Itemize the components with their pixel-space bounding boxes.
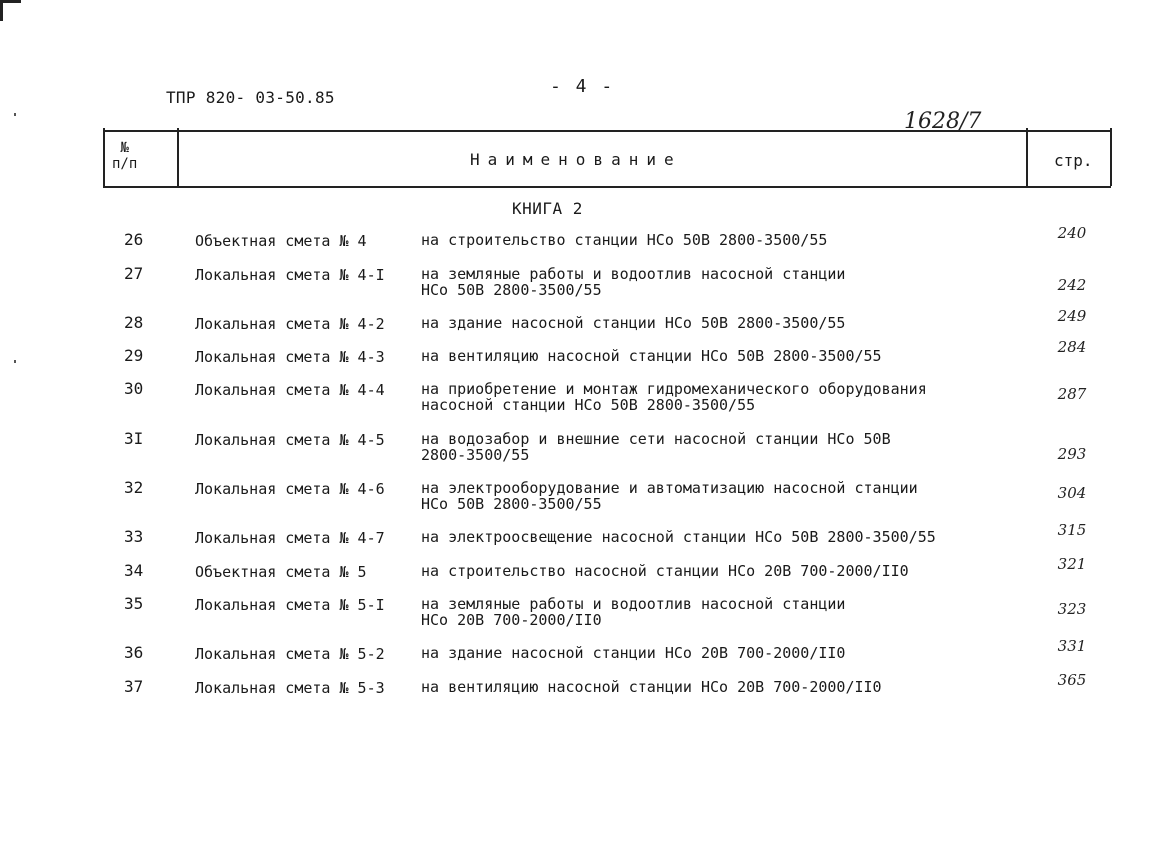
estimate-description: на электрооборудование и автоматизацию насосной станции НСо 50В 2800-3500/55 bbox=[421, 479, 918, 513]
estimate-type: Объектная смета № 4 bbox=[195, 232, 367, 250]
header-divider bbox=[177, 128, 179, 186]
row-number: 28 bbox=[124, 313, 144, 332]
column-header-name: Наименование bbox=[470, 150, 682, 169]
row-number: 30 bbox=[124, 379, 144, 398]
estimate-description: на вентиляцию насосной станции НСо 20В 700-2000/II0 bbox=[421, 678, 882, 696]
estimate-type: Локальная смета № 4-I bbox=[195, 266, 385, 284]
estimate-description: на водозабор и внешние сети насосной станции НСо 50В 2800-3500/55 bbox=[421, 430, 891, 464]
list-item bbox=[0, 478, 1170, 518]
estimate-type: Локальная смета № 4-6 bbox=[195, 480, 385, 498]
page-reference: 323 bbox=[1057, 600, 1087, 618]
row-number: 26 bbox=[124, 230, 144, 249]
list-item bbox=[0, 379, 1170, 419]
estimate-description: на строительство насосной станции НСо 20В 700-2000/II0 bbox=[421, 562, 909, 580]
page-reference: 240 bbox=[1057, 224, 1087, 242]
estimate-type: Объектная смета № 5 bbox=[195, 563, 367, 581]
estimate-type: Локальная смета № 5-3 bbox=[195, 679, 385, 697]
header-divider bbox=[1026, 128, 1028, 186]
estimate-description: на здание насосной станции НСо 50В 2800-3500/55 bbox=[421, 314, 846, 332]
row-number: 3I bbox=[124, 429, 144, 448]
estimate-type: Локальная смета № 4-2 bbox=[195, 315, 385, 333]
list-item bbox=[0, 671, 1170, 717]
page-reference: 242 bbox=[1057, 276, 1087, 294]
list-item bbox=[0, 594, 1170, 634]
column-header-number bbox=[112, 140, 137, 172]
row-number: 35 bbox=[124, 594, 144, 613]
estimate-type: Локальная смета № 4-3 bbox=[195, 348, 385, 366]
scan-speck bbox=[14, 113, 16, 116]
column-header-number-sign: № bbox=[120, 140, 129, 156]
section-title: КНИГА 2 bbox=[512, 199, 583, 218]
row-number: 33 bbox=[124, 527, 144, 546]
column-header-number-label: п/п bbox=[112, 156, 138, 172]
list-item bbox=[0, 429, 1170, 469]
page-reference: 321 bbox=[1057, 555, 1087, 573]
row-number: 29 bbox=[124, 346, 144, 365]
page-reference: 284 bbox=[1057, 338, 1087, 356]
row-number: 27 bbox=[124, 264, 144, 283]
header-divider bbox=[1110, 128, 1112, 186]
estimate-description: на электроосвещение насосной станции НСо 50В 2800-3500/55 bbox=[421, 528, 936, 546]
row-number: 32 bbox=[124, 478, 144, 497]
header-divider bbox=[103, 128, 105, 186]
list-item bbox=[0, 264, 1170, 304]
page-reference: 293 bbox=[1057, 445, 1087, 463]
page-reference: 249 bbox=[1057, 307, 1087, 325]
page-reference: 287 bbox=[1057, 385, 1087, 403]
page-number: - 4 - bbox=[550, 76, 615, 97]
estimate-type: Локальная смета № 4-7 bbox=[195, 529, 385, 547]
row-number: 36 bbox=[124, 643, 144, 662]
document-code: ТПР 820- 03-50.85 bbox=[166, 88, 335, 107]
row-number: 37 bbox=[124, 677, 144, 696]
estimate-type: Локальная смета № 5-I bbox=[195, 596, 385, 614]
corner-mark bbox=[0, 0, 21, 21]
estimate-type: Локальная смета № 4-5 bbox=[195, 431, 385, 449]
page-reference: 304 bbox=[1057, 484, 1087, 502]
estimate-description: на приобретение и монтаж гидромеханического оборудования насосной станции НСо 50В 2800-3500/55 bbox=[421, 380, 927, 414]
page-reference: 315 bbox=[1057, 521, 1087, 539]
estimate-description: на вентиляцию насосной станции НСо 50В 2800-3500/55 bbox=[421, 347, 882, 365]
page-reference: 365 bbox=[1057, 671, 1087, 689]
sheet-number: 1628/7 bbox=[904, 109, 982, 134]
column-header-page: стр. bbox=[1054, 151, 1093, 170]
estimate-description: на земляные работы и водоотлив насосной станции НСо 20В 700-2000/II0 bbox=[421, 595, 846, 629]
page-reference: 331 bbox=[1057, 637, 1087, 655]
estimate-description: на здание насосной станции НСо 20В 700-2000/II0 bbox=[421, 644, 846, 662]
row-number: 34 bbox=[124, 561, 144, 580]
estimate-type: Локальная смета № 4-4 bbox=[195, 381, 385, 399]
estimate-type: Локальная смета № 5-2 bbox=[195, 645, 385, 663]
estimate-description: на земляные работы и водоотлив насосной станции НСо 50В 2800-3500/55 bbox=[421, 265, 846, 299]
estimate-description: на строительство станции НСо 50В 2800-3500/55 bbox=[421, 231, 828, 249]
